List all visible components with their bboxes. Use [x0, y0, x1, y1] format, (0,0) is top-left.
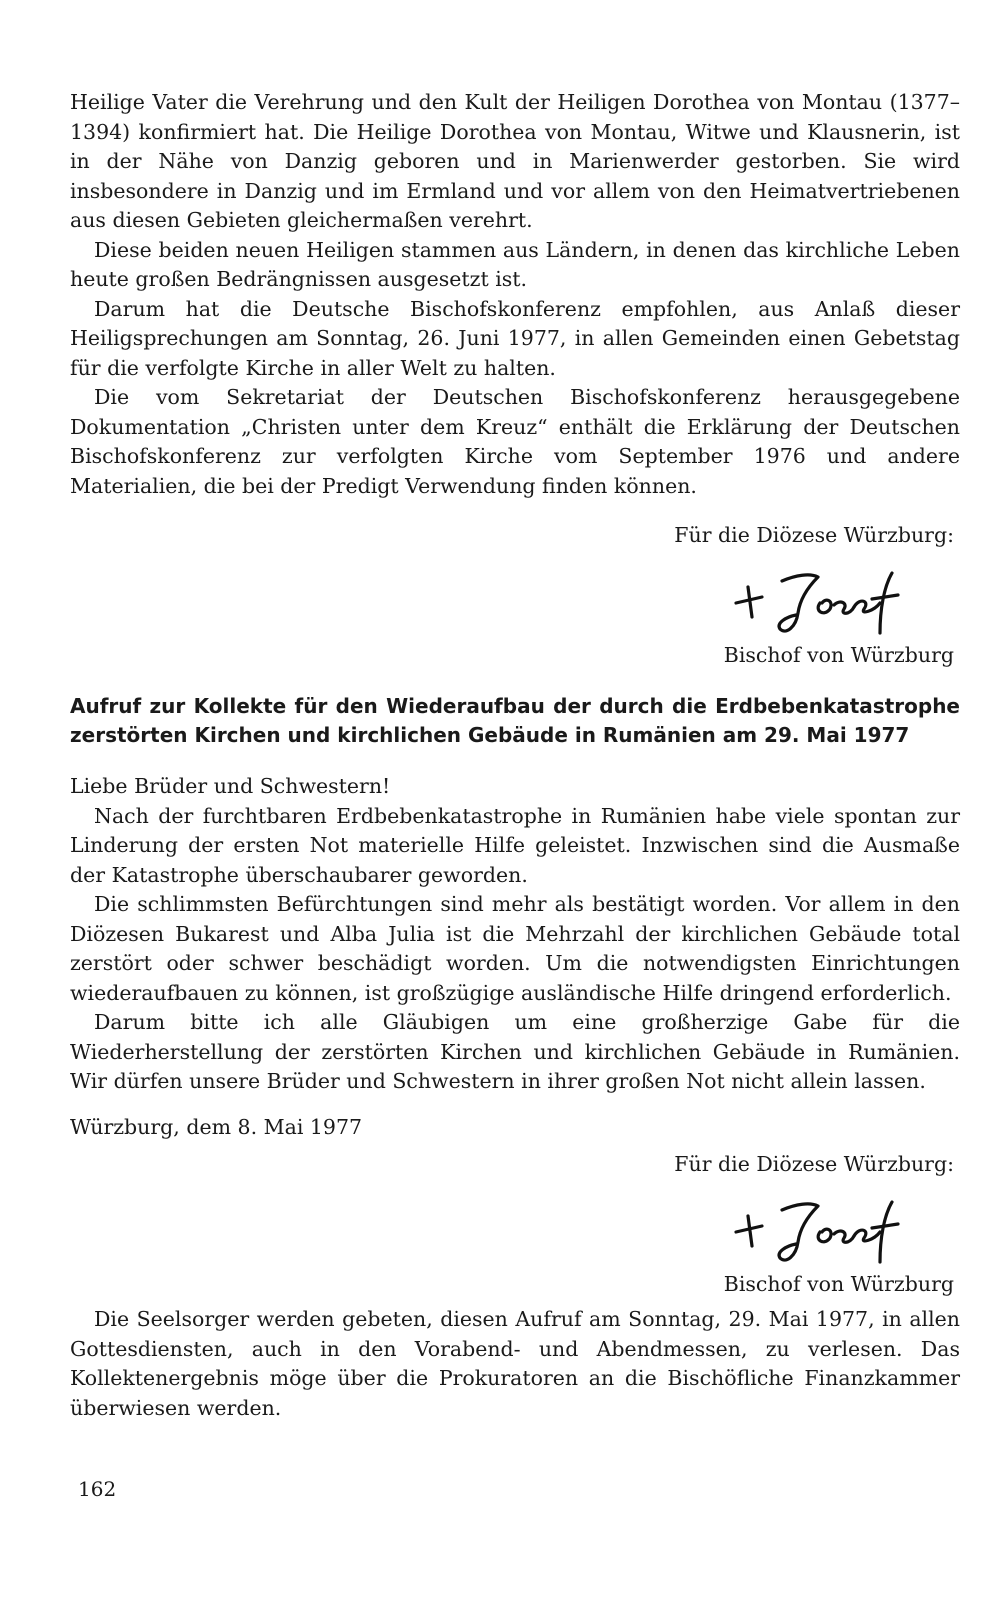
body-paragraph-1: Nach der furchtbaren Erdbebenkatastrophe in Rumänien habe viele spontan zur Linderung der ersten Not materielle Hilfe geleistet. Inzwischen sind die Ausmaße der Katastrophe überschaubarer geworden. [70, 803, 960, 887]
signature-for-line: Für die Diözese Würzburg: [674, 523, 954, 547]
salutation: Liebe Brüder und Schwestern! [70, 774, 391, 798]
signature-for-line: Für die Diözese Würzburg: [674, 1152, 954, 1176]
handwritten-signature [70, 551, 914, 641]
signature-drawing [714, 551, 914, 641]
signature-block-2 [70, 1150, 954, 1299]
intro-paragraph-3: Darum hat die Deutsche Bischofskonferenz empfohlen, aus Anlaß dieser Heiligsprechungen am Sonntag, 26. Juni 1977, in allen Gemeinden einen Gebetstag für die verfolgte Kirche in aller Welt zu halten. [70, 296, 960, 380]
body-paragraph-3: Darum bitte ich alle Gläubigen um eine großherzige Gabe für die Wiederherstellung der zerstörten Kirchen und kirchlichen Gebäude in Rumänien. Wir dürfen unsere Brüder und Schwestern in ihrer großen Not nicht allein lassen. [70, 1010, 960, 1093]
appeal-heading: Aufruf zur Kollekte für den Wiederaufbau der durch die Erdbebenkatastrophe zerstörten Kirchen und kirchlichen Gebäude in Rumänien am 29. Mai 1977 [70, 694, 960, 747]
closing-note: Die Seelsorger werden gebeten, diesen Aufruf am Sonntag, 29. Mai 1977, in allen Gottesdiensten, auch in den Vorabend- und Abendmessen, zu verlesen. Das Kollektenergebnis möge über die Prokuratoren an die Bischöfliche Finanzkammer überwiesen werden. [70, 1307, 960, 1420]
signature-title: Bischof von Würzburg [723, 642, 954, 667]
intro-paragraph-1: Heilige Vater die Verehrung und den Kult der Heiligen Dorothea von Montau (1377–1394) konfirmiert hat. Die Heilige Dorothea von Montau, Witwe und Klausnerin, ist in der Nähe von Danzig geboren und in Marienwerder gestorben. Sie wird insbesondere in Danzig und im Ermland und vor allem von den Heimatvertriebenen aus diesen Gebieten gleichermaßen verehrt. [70, 90, 960, 232]
intro-paragraph-4: Die vom Sekretariat der Deutschen Bischofskonferenz herausgegebene Dokumentation „Christen unter dem Kreuz“ enthält die Erklärung der Deutschen Bischofskonferenz zur verfolgten Kirche vom September 1976 und andere Materialien, die bei der Predigt Verwendung finden können. [70, 385, 960, 498]
page-number: 162 [78, 1477, 117, 1501]
intro-paragraph-2: Diese beiden neuen Heiligen stammen aus Ländern, in denen das kirchliche Leben heute großen Bedrängnissen ausgesetzt ist. [70, 237, 960, 291]
signature-block-1 [70, 521, 954, 670]
handwritten-signature [70, 1180, 914, 1270]
signature-drawing [714, 1180, 914, 1270]
date-line: Würzburg, dem 8. Mai 1977 [70, 1114, 363, 1139]
signature-title: Bischof von Würzburg [723, 1271, 954, 1296]
body-paragraph-2: Die schlimmsten Befürchtungen sind mehr als bestätigt worden. Vor allem in den Diözesen Bukarest und Alba Julia ist die Mehrzahl der kirchlichen Gebäude total zerstört oder schwer beschädigt worden. Um die notwendigsten Einrichtungen wiederaufbauen zu können, ist großzügige ausländische Hilfe dringend erforderlich. [70, 892, 960, 1005]
